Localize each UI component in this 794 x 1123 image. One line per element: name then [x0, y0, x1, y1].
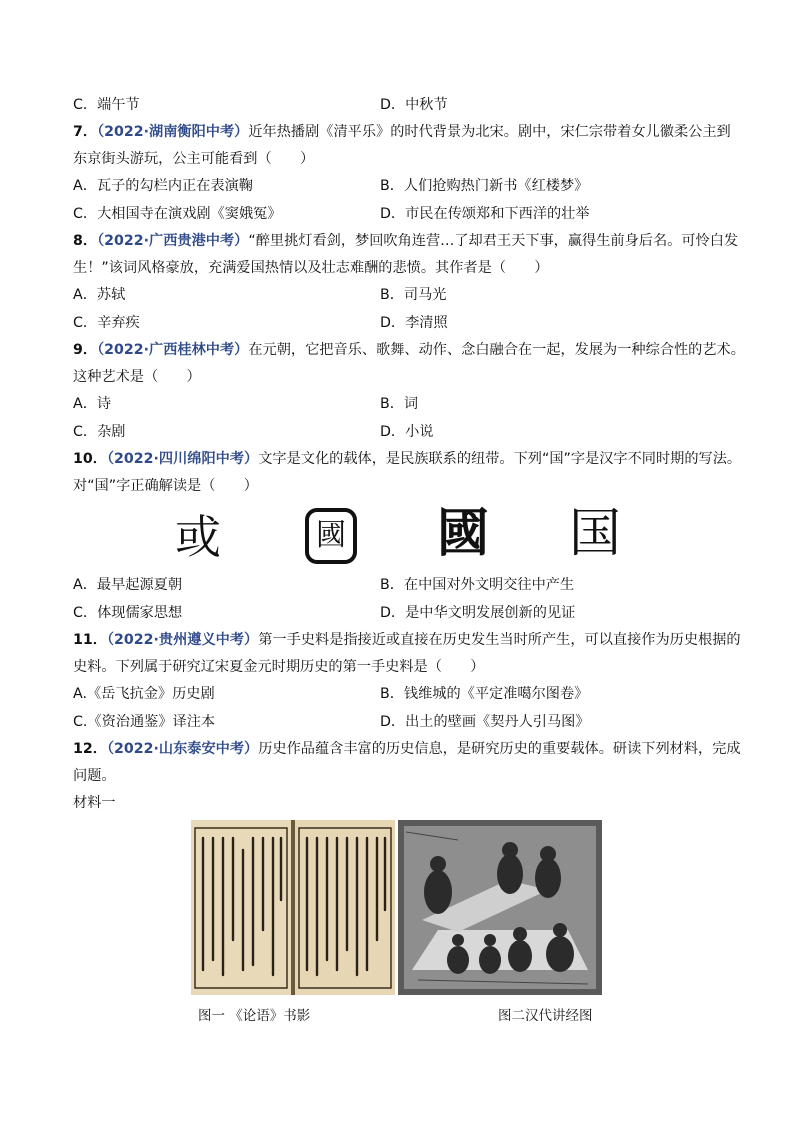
q9-text1: 在元朝，它把音乐、歌舞、动作、念白融合在一起，发展为一种综合性的艺术。 [248, 342, 745, 358]
q9-stem-line1 [73, 339, 745, 361]
q10-text1: 文字是文化的载体，是民族联系的纽带。下列“国”字是汉字不同时期的写法。 [258, 451, 742, 467]
q7-option-b: B．人们抢购热门新书《红楼梦》 [380, 178, 589, 194]
q12-stem-line2: 问题。 [73, 768, 116, 784]
glyph-simplified: 国 [568, 504, 621, 564]
figure-han-lecture-image [398, 820, 602, 995]
glyph-oracle-bone: 或 [175, 510, 221, 564]
q9-option-a: A．诗 [73, 396, 112, 412]
q12-stem-line1 [73, 738, 741, 760]
q12-text1: 历史作品蕴含丰富的历史信息，是研究历史的重要载体。研读下列材料，完成 [258, 741, 741, 757]
figure-lunyu-book-image [191, 820, 395, 995]
q11-option-b: B．钱维城的《平定准噶尔图卷》 [380, 686, 589, 702]
caption-figure-2: 图二汉代讲经图 [498, 1008, 593, 1024]
q9-option-d: D．小说 [380, 424, 434, 440]
glyph-bronze-char: 國 [316, 518, 346, 553]
q7-source: （2022·湖南衡阳中考） [97, 124, 249, 140]
q11-option-c: C.《资治通鉴》译注本 [73, 714, 216, 730]
q8-text1: “醉里挑灯看剑，梦回吹角连营…了却君王天下事，赢得生前身后名。可怜白发 [248, 233, 739, 249]
q10-option-d: D．是中华文明发展创新的见证 [380, 605, 576, 621]
q7-text1: 近年热播剧《清平乐》的时代背景为北宋。剧中，宋仁宗带着女儿徽柔公主到 [248, 124, 731, 140]
q10-option-b: B．在中国对外文明交往中产生 [380, 577, 575, 593]
q8-option-d: D．李清照 [380, 315, 448, 331]
q10-option-c: C．体现儒家思想 [73, 605, 183, 621]
q11-stem-line1 [73, 629, 741, 651]
caption-figure-1: 图一 《论语》书影 [198, 1008, 311, 1024]
q9-source: （2022·广西桂林中考） [97, 342, 249, 358]
q8-option-a: A．苏轼 [73, 287, 126, 303]
q11-number: 11． [73, 632, 107, 648]
q8-stem-line1 [73, 230, 739, 252]
q10-stem-line1 [73, 448, 742, 470]
q11-option-a: A.《岳飞抗金》历史剧 [73, 686, 215, 702]
q11-stem-line2: 史料。下列属于研究辽宋夏金元时期历史的第一手史料是（ ） [73, 659, 485, 675]
q11-option-d: D．出土的壁画《契丹人引马图》 [380, 714, 590, 730]
q7-number: 7． [73, 124, 98, 140]
q7-option-d: D．市民在传颂郑和下西洋的壮举 [380, 206, 590, 222]
q7-stem-line2: 东京街头游玩，公主可能看到（ ） [73, 151, 315, 167]
q8-stem-line2: 生！”该词风格豪放，充满爱国热情以及壮志难酬的悲愤。其作者是（ ） [73, 260, 549, 276]
q8-source: （2022·广西贵港中考） [97, 233, 249, 249]
q9-option-b: B．词 [380, 396, 419, 412]
q11-text1: 第一手史料是指接近或直接在历史发生当时所产生，可以直接作为历史根据的 [258, 632, 741, 648]
q6-option-c: C．端午节 [73, 97, 140, 113]
q10-source: （2022·四川绵阳中考） [106, 451, 259, 467]
q10-stem-line2: 对“国”字正确解读是（ ） [73, 478, 258, 494]
q8-option-b: B．司马光 [380, 287, 447, 303]
q11-source: （2022·贵州遵义中考） [106, 632, 259, 648]
q8-number: 8． [73, 233, 98, 249]
q10-number: 10． [73, 451, 107, 467]
glyph-bronze-inscription [305, 508, 357, 564]
material-label: 材料一 [73, 795, 116, 811]
q7-option-a: A．瓦子的勾栏内正在表演鞠 [73, 178, 253, 194]
q9-stem-line2: 这种艺术是（ ） [73, 369, 201, 385]
q8-option-c: C．辛弃疾 [73, 315, 140, 331]
q7-option-c: C．大相国寺在演戏剧《窦娥冤》 [73, 206, 282, 222]
q9-option-c: C．杂剧 [73, 424, 126, 440]
q9-number: 9． [73, 342, 98, 358]
q10-option-a: A．最早起源夏朝 [73, 577, 183, 593]
q12-number: 12． [73, 741, 107, 757]
q7-stem-line1 [73, 121, 733, 143]
glyph-traditional: 國 [436, 503, 489, 564]
q6-option-d: D．中秋节 [380, 97, 448, 113]
q12-source: （2022·山东泰安中考） [106, 741, 259, 757]
